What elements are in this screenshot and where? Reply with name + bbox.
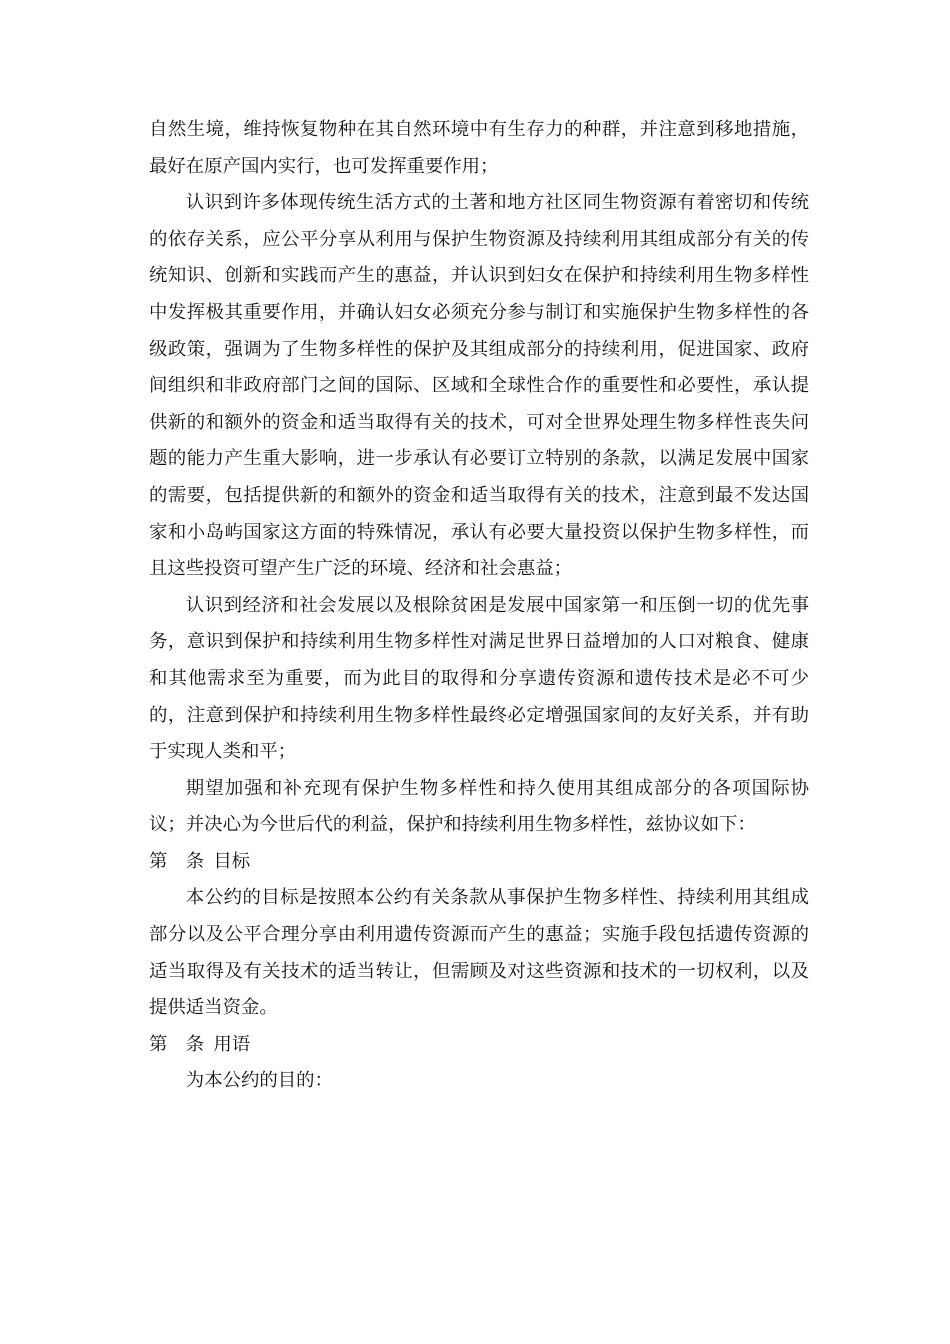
article-2-prefix: 第	[149, 1033, 168, 1055]
article-1-text: 本公约的目标是按照本公约有关条款从事保护生物多样性、持续利用其组成部分以及公平合理分享由利用遗传资源而产生的惠益；实施手段包括遗传资源的适当取得及有关技术的适当转让，但需顾及对这些资源和技术的一切权利，以及提供适当资金。	[149, 887, 809, 1019]
article-1-prefix: 第	[149, 850, 168, 872]
paragraph-development-priority: 认识到经济和社会发展以及根除贫困是发展中国家第一和压倒一切的优先事务，意识到保护和持续利用生物多样性对满足世界日益增加的人口对粮食、健康和其他需求至为重要，而为此目的取得和分享遗传资源和遗传技术是必不可少的，注意到保护和持续利用生物多样性最终必定增强国家间的友好关系，并有助于实现人类和平；	[149, 594, 809, 763]
article-1-heading	[149, 844, 809, 881]
article-1-title: 目标	[213, 850, 251, 872]
paragraph-traditional-knowledge: 认识到许多体现传统生活方式的土著和地方社区同生物资源有着密切和传统的依存关系，应公平分享从利用与保护生物资源及持续利用其组成部分有关的传统知识、创新和实践而产生的惠益，并认识到妇女在保护和持续利用生物多样性中发挥极其重要作用，并确认妇女必须充分参与制订和实施保护生物多样性的各级政策，强调为了生物多样性的保护及其组成部分的持续利用，促进国家、政府间组织和非政府部门之间的国际、区域和全球性合作的重要性和必要性，承认提供新的和额外的资金和适当取得有关的技术，可对全世界处理生物多样性丧失问题的能力产生重大影响，进一步承认有必要订立特别的条款，以满足发展中国家的需要，包括提供新的和额外的资金和适当取得有关的技术，注意到最不发达国家和小岛屿国家这方面的特殊情况，承认有必要大量投资以保护生物多样性，而且这些投资可望产生广泛的环境、经济和社会惠益；	[149, 192, 809, 580]
paragraph-continuation: 自然生境，维持恢复物种在其自然环境中有生存力的种群，并注意到移地措施，最好在原产国内实行，也可发挥重要作用；	[149, 119, 809, 177]
article-2-text: 为本公约的目的：	[185, 1070, 333, 1092]
article-1-suffix: 条	[185, 850, 205, 872]
paragraph-agreement: 期望加强和补充现有保护生物多样性和持久使用其组成部分的各项国际协议；并决心为今世后代的利益，保护和持续利用生物多样性，兹协议如下：	[149, 777, 809, 836]
article-2-heading	[149, 1027, 809, 1064]
article-2-suffix: 条	[185, 1033, 205, 1055]
document-body	[149, 112, 809, 1100]
article-2-title: 用语	[213, 1033, 251, 1055]
